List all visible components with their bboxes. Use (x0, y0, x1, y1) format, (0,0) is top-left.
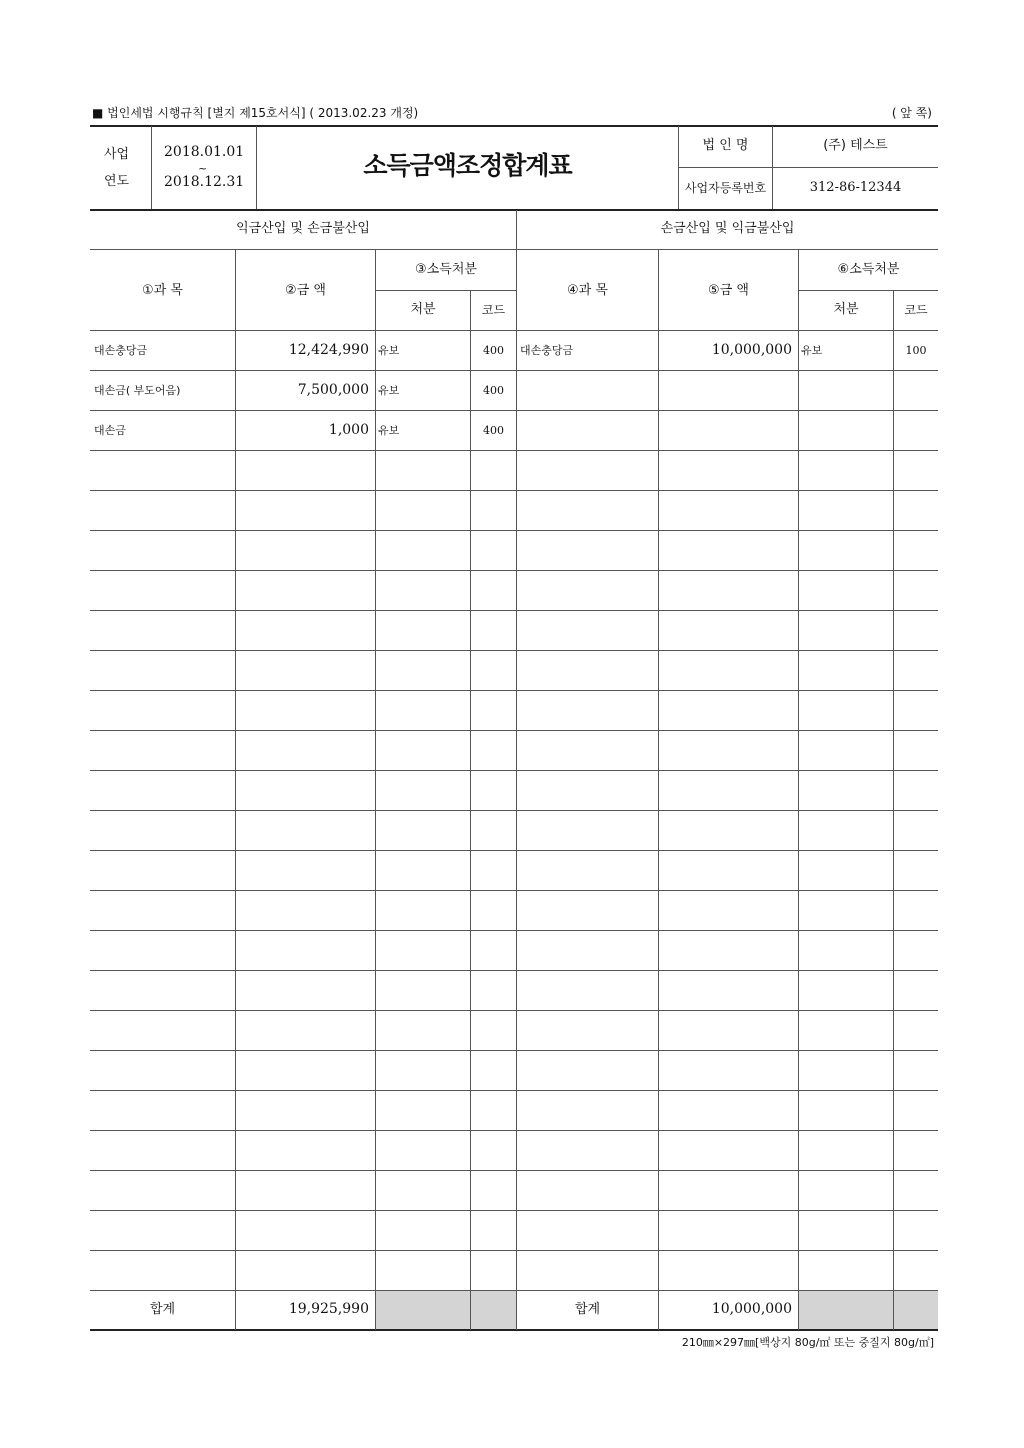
page-title: 소득금액조정합계표 (363, 151, 572, 180)
table-row-line-18 (90, 1050, 938, 1051)
table-row-line-1 (90, 370, 938, 371)
right-amount-disposal-divider (798, 250, 799, 1330)
left-col-disposal-type: 처분 (410, 302, 436, 317)
table-bottom-border (90, 1329, 938, 1331)
info-bottom-border (90, 209, 938, 211)
period-end: 2018.12.31 (164, 174, 245, 190)
table-row-line-20 (90, 1130, 938, 1131)
right-total-amount: 10,000,000 (711, 1301, 792, 1317)
right-disposal-subheader-line (799, 290, 938, 291)
left-col-item: ①과 목 (142, 283, 183, 298)
left-row-1-item: 대손충당금 (94, 344, 148, 357)
left-total-amount: 19,925,990 (288, 1301, 369, 1317)
right-row-1-amount: 10,000,000 (711, 342, 792, 358)
left-row-1-amount: 12,424,990 (288, 342, 369, 358)
right-total-label: 합계 (574, 1302, 601, 1317)
table-row-line-24 (90, 1290, 938, 1291)
table-row-line-2 (90, 410, 938, 411)
period-tilde: ~ (198, 162, 208, 175)
table-row-line-3 (90, 450, 938, 451)
right-item-amount-divider (658, 250, 659, 1330)
page-side-text: ( 앞 쪽) (891, 106, 932, 120)
left-row-2-disposal: 유보 (378, 384, 400, 397)
table-row-line-21 (90, 1170, 938, 1171)
company-name-value: (주) 테스트 (823, 138, 888, 153)
period-label-1: 사업 (104, 147, 130, 162)
left-row-3-disposal: 유보 (378, 424, 400, 437)
reg-number-value: 312-86-12344 (809, 180, 902, 195)
right-section-heading: 손금산입 및 익금불산입 (660, 221, 795, 236)
reg-number-label: 사업자등록번호 (684, 181, 767, 195)
left-row-1-code: 400 (483, 344, 504, 357)
table-row-line-14 (90, 890, 938, 891)
section-center-divider (516, 210, 517, 1330)
right-col-amount: ⑤금 액 (708, 283, 749, 298)
table-row-line-10 (90, 730, 938, 731)
table-row-line-17 (90, 1010, 938, 1011)
period-start: 2018.01.01 (164, 144, 245, 160)
right-col-item: ④과 목 (567, 283, 608, 298)
table-row-line-12 (90, 810, 938, 811)
right-col-disposal: ⑥소득처분 (837, 262, 900, 277)
period-label-2: 연도 (104, 174, 130, 189)
table-row-line-5 (90, 530, 938, 531)
period-divider (151, 126, 152, 209)
left-col-disposal: ③소득처분 (415, 262, 477, 277)
left-row-2-amount: 7,500,000 (297, 382, 369, 398)
left-row-3-item: 대손금 (94, 424, 126, 437)
left-total-label: 합계 (149, 1302, 176, 1317)
right-disposal-code-divider (893, 290, 894, 1330)
left-col-code: 코드 (481, 303, 506, 317)
right-total-disposal-shade (799, 1291, 938, 1329)
left-disposal-subheader-line (376, 290, 516, 291)
left-row-2-code: 400 (483, 384, 504, 397)
right-col-disposal-type: 처분 (833, 302, 859, 317)
company-name-label: 법 인 명 (702, 138, 749, 153)
right-col-code: 코드 (904, 303, 928, 317)
top-border (90, 125, 938, 127)
table-row-line-6 (90, 570, 938, 571)
table-row-line-16 (90, 970, 938, 971)
left-item-amount-divider (235, 250, 236, 1330)
table-row-line-15 (90, 930, 938, 931)
left-row-1-disposal: 유보 (378, 344, 400, 357)
right-row-1-code: 100 (905, 344, 927, 357)
table-row-line-4 (90, 490, 938, 491)
left-row-2-item: 대손금( 부도어음) (94, 384, 181, 397)
left-disposal-code-divider (470, 290, 471, 1330)
paper-spec: 210㎜×297㎜[백상지 80g/㎡ 또는 중질지 80g/㎡] (681, 1336, 934, 1349)
left-section-heading: 익금산입 및 손금불산입 (236, 221, 370, 236)
table-row-line-9 (90, 690, 938, 691)
table-row-line-13 (90, 850, 938, 851)
right-row-1-disposal: 유보 (801, 344, 823, 357)
table-row-line-22 (90, 1210, 938, 1211)
left-total-disposal-shade (376, 1291, 516, 1329)
left-amount-disposal-divider (375, 250, 376, 1330)
table-row-line-7 (90, 610, 938, 611)
left-col-amount: ②금 액 (285, 283, 326, 298)
table-row-line-11 (90, 770, 938, 771)
legal-basis-text: ■ 법인세법 시행규칙 [별지 제15호서식] ( 2013.02.23 개정) (92, 106, 419, 120)
table-row-line-0 (90, 330, 938, 331)
section-heading-divider (90, 249, 938, 250)
left-row-3-code: 400 (483, 424, 504, 437)
company-divider (678, 167, 938, 168)
table-row-line-19 (90, 1090, 938, 1091)
table-row-line-23 (90, 1250, 938, 1251)
right-row-1-item: 대손충당금 (520, 344, 574, 357)
left-row-3-amount: 1,000 (328, 422, 369, 438)
table-row-line-8 (90, 650, 938, 651)
